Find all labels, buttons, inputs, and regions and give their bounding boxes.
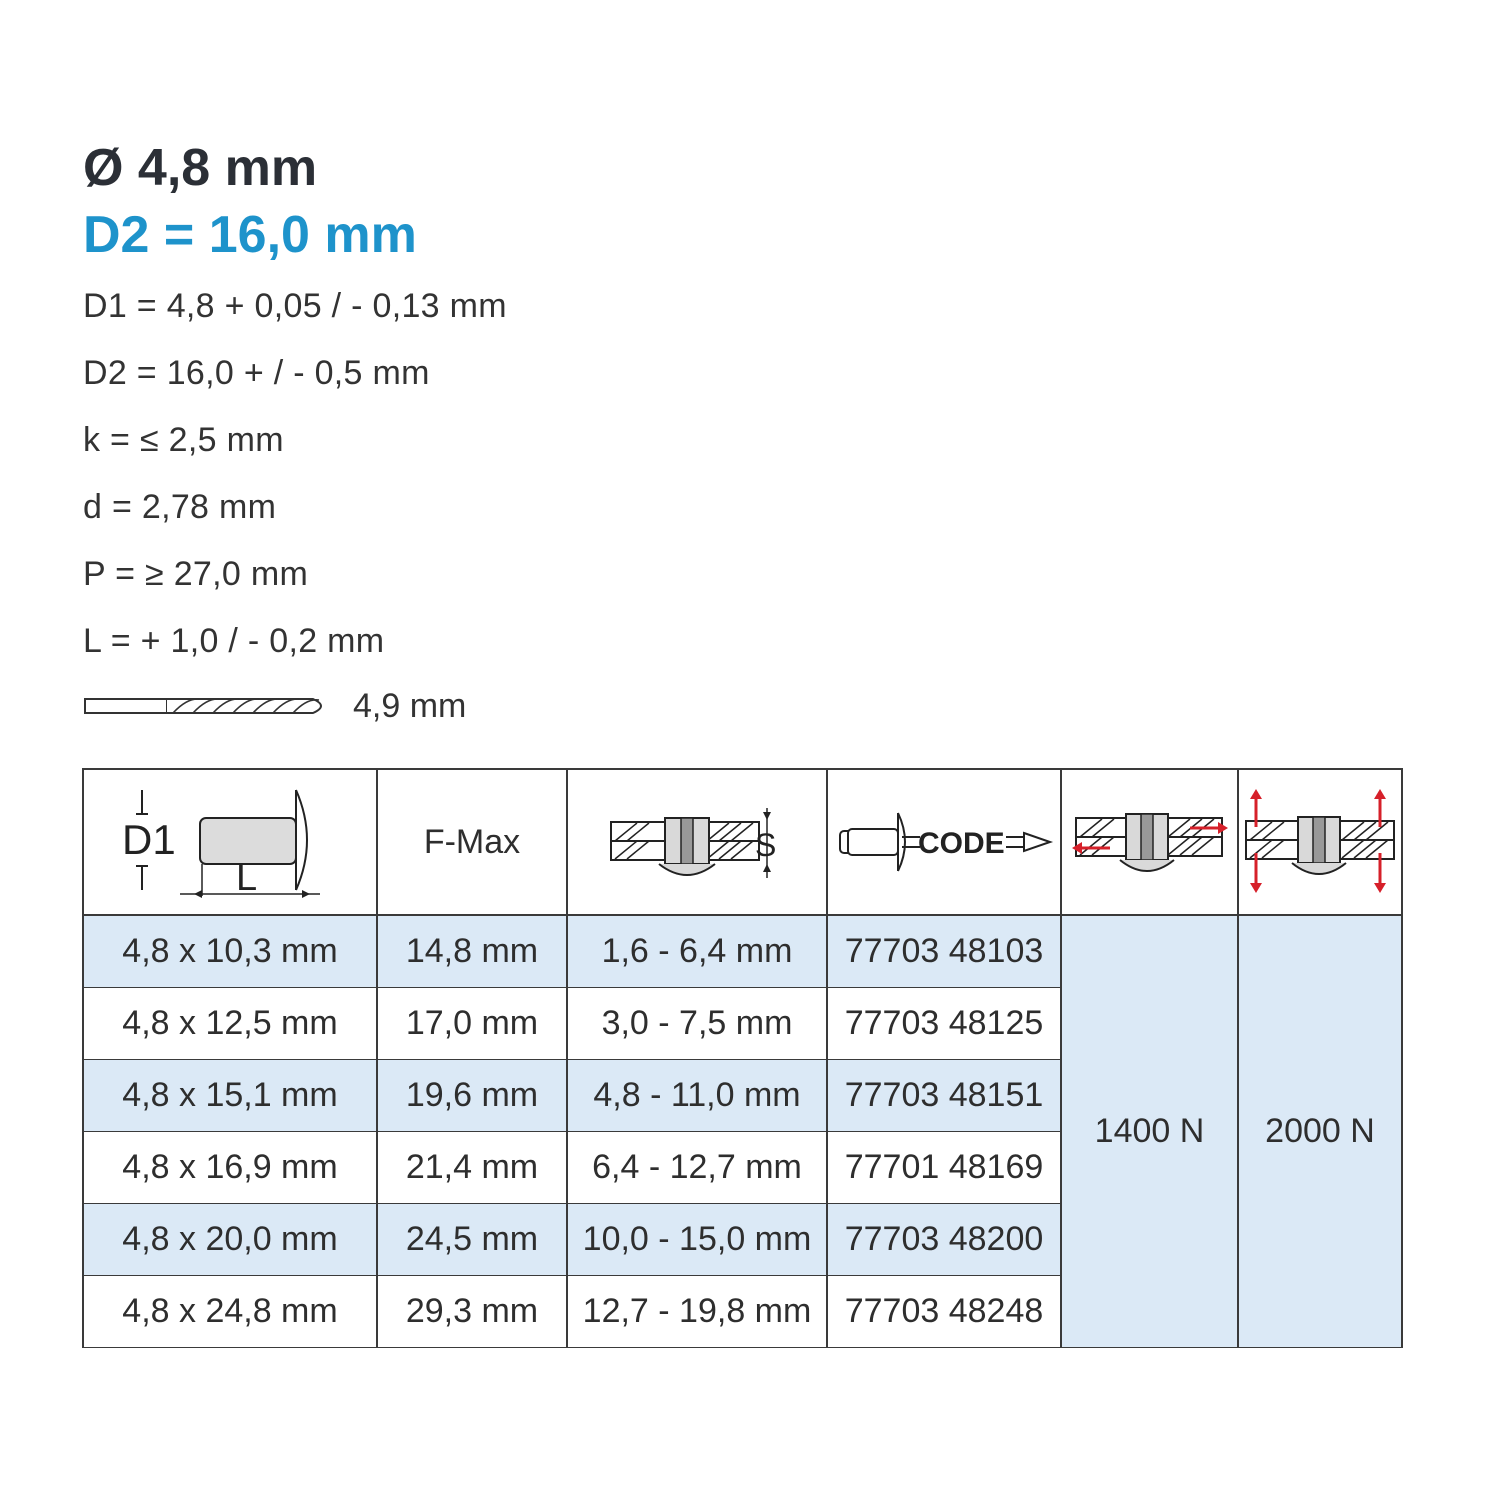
cell-size: 4,8 x 15,1 mm bbox=[83, 1059, 377, 1131]
cell-grip: 1,6 - 6,4 mm bbox=[567, 915, 827, 987]
grip-range-icon bbox=[607, 792, 787, 892]
cell-size: 4,8 x 24,8 mm bbox=[83, 1275, 377, 1347]
d2-title: D2 = 16,0 mm bbox=[83, 206, 417, 264]
cell-size: 4,8 x 12,5 mm bbox=[83, 987, 377, 1059]
header-code bbox=[827, 769, 1061, 915]
spec-list bbox=[83, 284, 507, 686]
cell-fmax: 29,3 mm bbox=[377, 1275, 567, 1347]
rivet-d1-label: D1 bbox=[122, 816, 176, 863]
cell-grip: 4,8 - 11,0 mm bbox=[567, 1059, 827, 1131]
drill-size-label: 4,9 mm bbox=[353, 686, 467, 725]
header-fmax: F-Max bbox=[377, 769, 567, 915]
rivet-dimension-icon bbox=[120, 778, 340, 906]
spec-k: k = ≤ 2,5 mm bbox=[83, 421, 284, 459]
cell-tensile-force: 2000 N bbox=[1238, 915, 1402, 1347]
tensile-force-icon bbox=[1242, 787, 1398, 897]
cell-code: 77701 48169 bbox=[827, 1131, 1061, 1203]
cell-code: 77703 48125 bbox=[827, 987, 1061, 1059]
spec-d1: D1 = 4,8 + 0,05 / - 0,13 mm bbox=[83, 287, 507, 325]
spec-l: L = + 1,0 / - 0,2 mm bbox=[83, 622, 385, 660]
cell-code: 77703 48200 bbox=[827, 1203, 1061, 1275]
header-rivet-dimension bbox=[83, 769, 377, 915]
cell-code: 77703 48103 bbox=[827, 915, 1061, 987]
header-grip-range bbox=[567, 769, 827, 915]
cell-size: 4,8 x 10,3 mm bbox=[83, 915, 377, 987]
drill-size-row bbox=[83, 684, 466, 728]
spec-d: d = 2,78 mm bbox=[83, 488, 277, 526]
cell-shear-force: 1400 N bbox=[1061, 915, 1238, 1347]
cell-grip: 3,0 - 7,5 mm bbox=[567, 987, 827, 1059]
header-shear-force bbox=[1061, 769, 1238, 915]
cell-grip: 6,4 - 12,7 mm bbox=[567, 1131, 827, 1203]
shear-force-icon bbox=[1070, 792, 1230, 892]
drill-bit-icon bbox=[83, 694, 331, 718]
cell-fmax: 17,0 mm bbox=[377, 987, 567, 1059]
code-label: CODE bbox=[918, 827, 1005, 860]
spec-p: P = ≥ 27,0 mm bbox=[83, 555, 309, 593]
spec-d2: D2 = 16,0 + / - 0,5 mm bbox=[83, 354, 430, 392]
cell-grip: 12,7 - 19,8 mm bbox=[567, 1275, 827, 1347]
grip-s-label: S bbox=[755, 827, 777, 863]
cell-fmax: 14,8 mm bbox=[377, 915, 567, 987]
cell-size: 4,8 x 20,0 mm bbox=[83, 1203, 377, 1275]
cell-code: 77703 48151 bbox=[827, 1059, 1061, 1131]
rivet-spec-table bbox=[82, 768, 1403, 1348]
rivet-l-label: L bbox=[236, 857, 258, 899]
cell-grip: 10,0 - 15,0 mm bbox=[567, 1203, 827, 1275]
cell-code: 77703 48248 bbox=[827, 1275, 1061, 1347]
code-rivet-icon bbox=[834, 807, 1054, 877]
cell-fmax: 21,4 mm bbox=[377, 1131, 567, 1203]
cell-fmax: 24,5 mm bbox=[377, 1203, 567, 1275]
header-tensile-force bbox=[1238, 769, 1402, 915]
table-header-row bbox=[83, 769, 1402, 915]
cell-size: 4,8 x 16,9 mm bbox=[83, 1131, 377, 1203]
cell-fmax: 19,6 mm bbox=[377, 1059, 567, 1131]
table-row bbox=[83, 915, 1402, 987]
diameter-title: Ø 4,8 mm bbox=[83, 139, 318, 197]
